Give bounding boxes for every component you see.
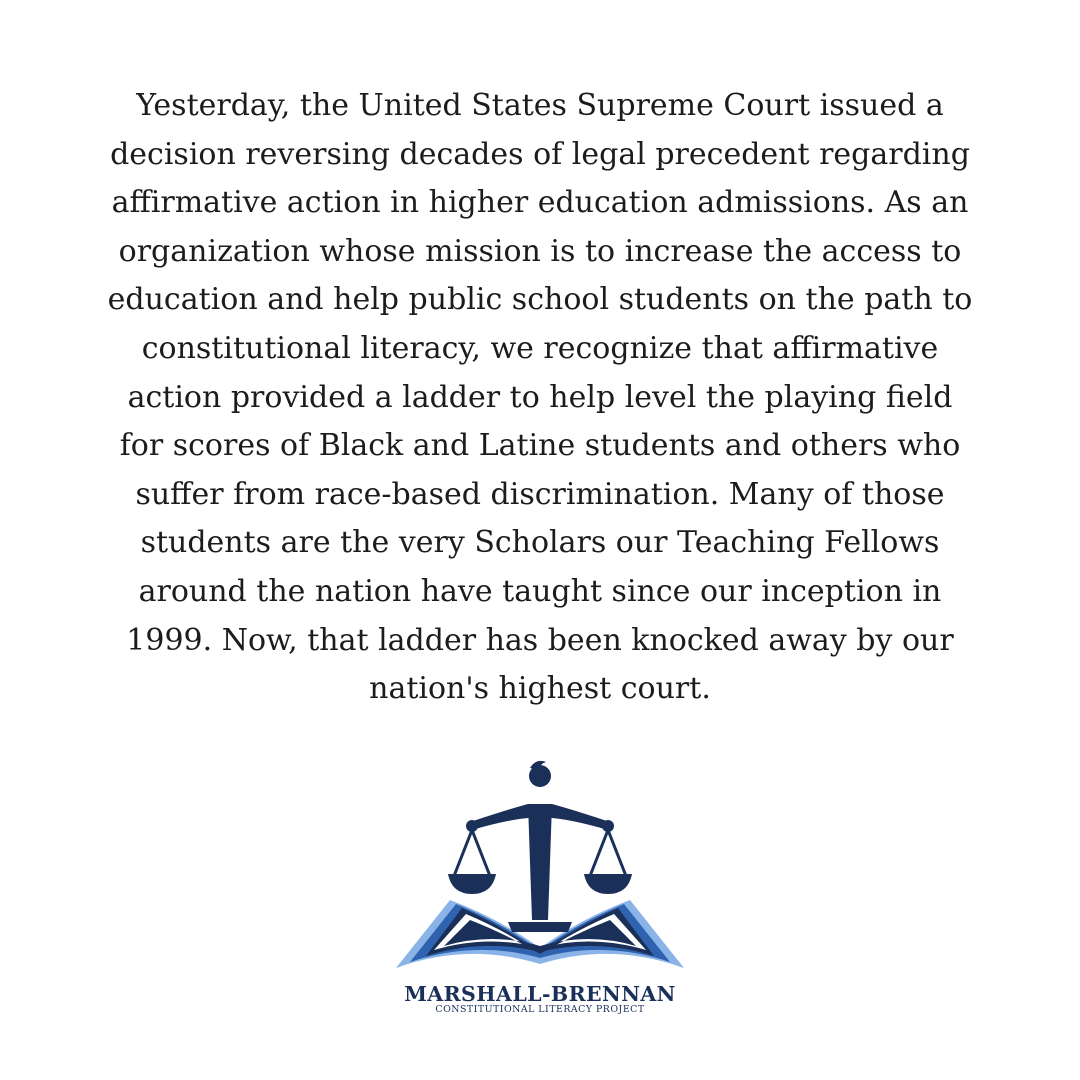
- statement-line: action provided a ladder to help level the playing field: [127, 379, 953, 415]
- statement-line: students are the very Scholars our Teaching Fellows: [140, 525, 940, 561]
- logo-title: MARSHALL-BRENNAN: [404, 982, 676, 1006]
- statement-line: constitutional literacy, we recognize that affirmative: [141, 330, 939, 366]
- statement-line: Yesterday, the United States Supreme Court issued a: [136, 88, 944, 123]
- scales-of-justice-icon: [390, 758, 690, 980]
- statement-line: decision reversing decades of legal precedent regarding: [110, 136, 970, 172]
- statement-line: organization whose mission is to increase the access to: [118, 233, 962, 269]
- logo-subtitle: CONSTITUTIONAL LITERACY PROJECT: [435, 1004, 645, 1015]
- statement-line: for scores of Black and Latine students and others who: [119, 428, 961, 464]
- statement-line: 1999. Now, that ladder has been knocked away by our: [126, 622, 954, 658]
- statement-text: [90, 82, 990, 714]
- statement-line: nation's highest court.: [369, 671, 711, 707]
- statement-line: suffer from race-based discrimination. Many of those: [135, 476, 945, 512]
- statement-line: affirmative action in higher education admissions. As an: [111, 185, 969, 221]
- statement-line: education and help public school students on the path to: [107, 282, 973, 318]
- statement-line: around the nation have taught since our inception in: [138, 573, 942, 609]
- organization-logo: [390, 758, 690, 1018]
